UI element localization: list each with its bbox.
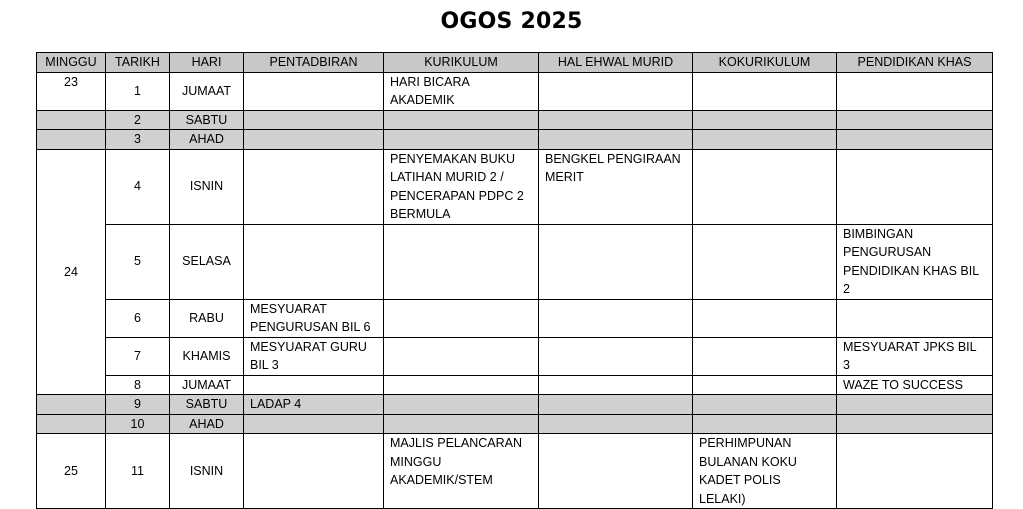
kurikulum-cell: PENYEMAKAN BUKU LATIHAN MURID 2 / PENCERAPAN PDPC 2 BERMULA bbox=[384, 149, 539, 224]
table-row bbox=[37, 224, 993, 299]
schedule-table bbox=[36, 52, 993, 509]
hem-cell bbox=[539, 110, 693, 130]
tarikh-cell: 5 bbox=[106, 224, 170, 299]
koko-cell bbox=[693, 149, 837, 224]
pentadbiran-cell bbox=[244, 434, 384, 509]
pentadbiran-cell bbox=[244, 224, 384, 299]
hari-cell: JUMAAT bbox=[170, 72, 244, 110]
hem-cell bbox=[539, 337, 693, 375]
pk-cell bbox=[837, 299, 993, 337]
table-row bbox=[37, 299, 993, 337]
tarikh-cell: 9 bbox=[106, 395, 170, 415]
hari-cell: ISNIN bbox=[170, 434, 244, 509]
koko-cell bbox=[693, 299, 837, 337]
pentadbiran-cell bbox=[244, 149, 384, 224]
kurikulum-cell bbox=[384, 395, 539, 415]
pk-cell bbox=[837, 72, 993, 110]
week-cell: 25 bbox=[37, 434, 106, 509]
header-hari: HARI bbox=[170, 53, 244, 73]
pk-cell bbox=[837, 434, 993, 509]
tarikh-cell: 1 bbox=[106, 72, 170, 110]
koko-cell bbox=[693, 224, 837, 299]
table-row bbox=[37, 110, 993, 130]
kurikulum-cell bbox=[384, 224, 539, 299]
pk-cell bbox=[837, 395, 993, 415]
table-row bbox=[37, 395, 993, 415]
week-cell: 24 bbox=[37, 149, 106, 395]
tarikh-cell: 3 bbox=[106, 130, 170, 150]
hari-cell: KHAMIS bbox=[170, 337, 244, 375]
table-row bbox=[37, 149, 993, 224]
table-row bbox=[37, 337, 993, 375]
tarikh-cell: 2 bbox=[106, 110, 170, 130]
pk-cell bbox=[837, 414, 993, 434]
table-row bbox=[37, 72, 993, 110]
koko-cell bbox=[693, 72, 837, 110]
header-pentadbiran: PENTADBIRAN bbox=[244, 53, 384, 73]
table-row bbox=[37, 414, 993, 434]
pk-cell bbox=[837, 110, 993, 130]
hari-cell: SABTU bbox=[170, 110, 244, 130]
kurikulum-cell bbox=[384, 414, 539, 434]
table-row bbox=[37, 375, 993, 395]
tarikh-cell: 10 bbox=[106, 414, 170, 434]
tarikh-cell: 7 bbox=[106, 337, 170, 375]
hem-cell: BENGKEL PENGIRAAN MERIT bbox=[539, 149, 693, 224]
pk-cell: BIMBINGAN PENGURUSAN PENDIDIKAN KHAS BIL 2 bbox=[837, 224, 993, 299]
pentadbiran-cell bbox=[244, 130, 384, 150]
header-pk: PENDIDIKAN KHAS bbox=[837, 53, 993, 73]
pentadbiran-cell bbox=[244, 375, 384, 395]
header-kurikulum: KURIKULUM bbox=[384, 53, 539, 73]
header-row bbox=[37, 53, 993, 73]
tarikh-cell: 11 bbox=[106, 434, 170, 509]
pk-cell: MESYUARAT JPKS BIL 3 bbox=[837, 337, 993, 375]
pk-cell bbox=[837, 149, 993, 224]
koko-cell: PERHIMPUNAN BULANAN KOKU KADET POLIS LELAKI) bbox=[693, 434, 837, 509]
week-cell bbox=[37, 395, 106, 415]
koko-cell bbox=[693, 395, 837, 415]
pentadbiran-cell: MESYUARAT PENGURUSAN BIL 6 bbox=[244, 299, 384, 337]
table-row bbox=[37, 130, 993, 150]
tarikh-cell: 4 bbox=[106, 149, 170, 224]
pentadbiran-cell bbox=[244, 414, 384, 434]
pentadbiran-cell bbox=[244, 110, 384, 130]
pentadbiran-cell bbox=[244, 72, 384, 110]
kurikulum-cell bbox=[384, 375, 539, 395]
koko-cell bbox=[693, 110, 837, 130]
week-cell: 23 bbox=[37, 72, 106, 110]
hem-cell bbox=[539, 395, 693, 415]
hari-cell: RABU bbox=[170, 299, 244, 337]
page-title: OGOS 2025 bbox=[440, 9, 583, 34]
header-hem: HAL EHWAL MURID bbox=[539, 53, 693, 73]
kurikulum-cell bbox=[384, 337, 539, 375]
pk-cell: WAZE TO SUCCESS bbox=[837, 375, 993, 395]
header-koko: KOKURIKULUM bbox=[693, 53, 837, 73]
pk-cell bbox=[837, 130, 993, 150]
table-row bbox=[37, 434, 993, 509]
kurikulum-cell bbox=[384, 130, 539, 150]
kurikulum-cell bbox=[384, 110, 539, 130]
week-cell bbox=[37, 110, 106, 130]
koko-cell bbox=[693, 375, 837, 395]
tarikh-cell: 6 bbox=[106, 299, 170, 337]
koko-cell bbox=[693, 130, 837, 150]
hari-cell: JUMAAT bbox=[170, 375, 244, 395]
pentadbiran-cell: LADAP 4 bbox=[244, 395, 384, 415]
hem-cell bbox=[539, 224, 693, 299]
hari-cell: AHAD bbox=[170, 414, 244, 434]
hari-cell: AHAD bbox=[170, 130, 244, 150]
hem-cell bbox=[539, 130, 693, 150]
hari-cell: ISNIN bbox=[170, 149, 244, 224]
koko-cell bbox=[693, 414, 837, 434]
kurikulum-cell bbox=[384, 299, 539, 337]
tarikh-cell: 8 bbox=[106, 375, 170, 395]
week-cell bbox=[37, 130, 106, 150]
kurikulum-cell: MAJLIS PELANCARAN MINGGU AKADEMIK/STEM bbox=[384, 434, 539, 509]
week-cell bbox=[37, 414, 106, 434]
hem-cell bbox=[539, 414, 693, 434]
hari-cell: SABTU bbox=[170, 395, 244, 415]
hem-cell bbox=[539, 375, 693, 395]
pentadbiran-cell: MESYUARAT GURU BIL 3 bbox=[244, 337, 384, 375]
koko-cell bbox=[693, 337, 837, 375]
hem-cell bbox=[539, 299, 693, 337]
header-tarikh: TARIKH bbox=[106, 53, 170, 73]
hem-cell bbox=[539, 434, 693, 509]
hari-cell: SELASA bbox=[170, 224, 244, 299]
header-minggu: MINGGU bbox=[37, 53, 106, 73]
hem-cell bbox=[539, 72, 693, 110]
kurikulum-cell: HARI BICARA AKADEMIK bbox=[384, 72, 539, 110]
